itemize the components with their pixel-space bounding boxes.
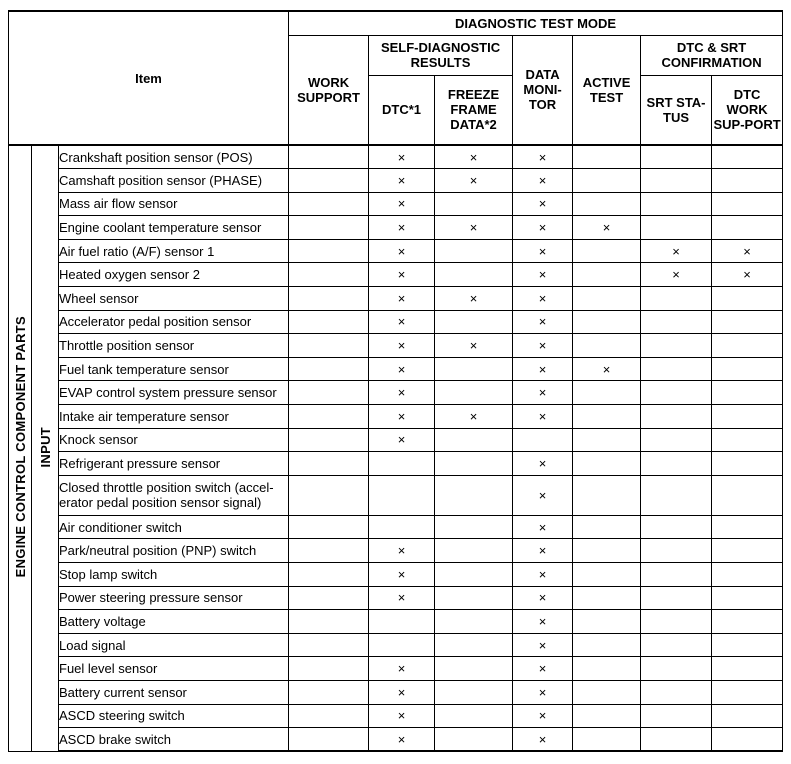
mark-cell-dtc: × [369, 586, 435, 610]
mark-cell-work-support [289, 633, 369, 657]
mark-cell-dtc-work-support [712, 169, 783, 193]
mark-cell-dtc-work-support [712, 704, 783, 728]
mark-cell-dtc-work-support [712, 334, 783, 358]
mark-cell-dtc: × [369, 704, 435, 728]
mark-cell-work-support [289, 263, 369, 287]
table-row [9, 216, 783, 240]
mark-cell-dtc-work-support [712, 145, 783, 169]
mark-cell-data-monitor: × [513, 515, 573, 539]
mark-cell-freeze-frame-data [435, 239, 513, 263]
mark-cell-active-test [573, 334, 641, 358]
mark-cell-active-test [573, 169, 641, 193]
table-row [9, 563, 783, 587]
active-test-header: ACTIVE TEST [573, 35, 641, 145]
mark-cell-dtc-work-support [712, 357, 783, 381]
mark-cell-work-support [289, 357, 369, 381]
mark-cell-work-support [289, 475, 369, 515]
mark-cell-freeze-frame-data [435, 610, 513, 634]
mark-cell-data-monitor: × [513, 405, 573, 429]
mark-cell-freeze-frame-data [435, 428, 513, 452]
mark-cell-freeze-frame-data: × [435, 145, 513, 169]
mark-cell-freeze-frame-data [435, 263, 513, 287]
mark-cell-data-monitor: × [513, 452, 573, 476]
item-name: Battery voltage [59, 610, 289, 634]
mark-cell-srt-status [641, 586, 712, 610]
mark-cell-data-monitor: × [513, 357, 573, 381]
table-row [9, 310, 783, 334]
mark-cell-freeze-frame-data: × [435, 216, 513, 240]
mark-cell-srt-status [641, 728, 712, 752]
mark-cell-active-test [573, 239, 641, 263]
table-row [9, 704, 783, 728]
table-row [9, 192, 783, 216]
mark-cell-data-monitor: × [513, 310, 573, 334]
mark-cell-work-support [289, 216, 369, 240]
mark-cell-active-test [573, 728, 641, 752]
srt-status-header: SRT STA-TUS [641, 75, 712, 145]
mark-cell-freeze-frame-data: × [435, 405, 513, 429]
mark-cell-srt-status [641, 145, 712, 169]
mark-cell-work-support [289, 192, 369, 216]
mark-cell-active-test [573, 287, 641, 311]
table-row [9, 145, 783, 169]
mark-cell-srt-status [641, 357, 712, 381]
mark-cell-srt-status [641, 610, 712, 634]
item-name: Fuel tank temperature sensor [59, 357, 289, 381]
mark-cell-active-test: × [573, 357, 641, 381]
subgroup-label-cell [32, 145, 59, 751]
mark-cell-dtc [369, 610, 435, 634]
mark-cell-srt-status [641, 657, 712, 681]
table-row [9, 405, 783, 429]
mark-cell-active-test [573, 563, 641, 587]
mark-cell-srt-status [641, 563, 712, 587]
mark-cell-freeze-frame-data [435, 452, 513, 476]
mark-cell-data-monitor: × [513, 657, 573, 681]
mark-cell-dtc-work-support [712, 381, 783, 405]
mark-cell-work-support [289, 539, 369, 563]
group-label: ENGINE CONTROL COMPONENT PARTS [12, 316, 28, 578]
table-row [9, 680, 783, 704]
mark-cell-dtc [369, 515, 435, 539]
item-name: EVAP control system pressure sensor [59, 381, 289, 405]
mark-cell-active-test [573, 633, 641, 657]
mark-cell-freeze-frame-data [435, 680, 513, 704]
mark-cell-work-support [289, 287, 369, 311]
item-name: Air fuel ratio (A/F) sensor 1 [59, 239, 289, 263]
mark-cell-data-monitor: × [513, 680, 573, 704]
mark-cell-active-test [573, 680, 641, 704]
table-row [9, 610, 783, 634]
mark-cell-work-support [289, 405, 369, 429]
mark-cell-srt-status [641, 475, 712, 515]
mark-cell-data-monitor: × [513, 239, 573, 263]
item-name: Knock sensor [59, 428, 289, 452]
item-name: Power steering pressure sensor [59, 586, 289, 610]
mark-cell-freeze-frame-data [435, 475, 513, 515]
diagnostic-mode-table [8, 10, 783, 752]
mark-cell-freeze-frame-data [435, 657, 513, 681]
mark-cell-active-test [573, 475, 641, 515]
item-name: Camshaft position sensor (PHASE) [59, 169, 289, 193]
mark-cell-freeze-frame-data [435, 310, 513, 334]
mark-cell-srt-status [641, 428, 712, 452]
item-name: Stop lamp switch [59, 563, 289, 587]
mark-cell-data-monitor: × [513, 586, 573, 610]
mark-cell-data-monitor: × [513, 539, 573, 563]
mark-cell-work-support [289, 728, 369, 752]
dtc-work-support-header: DTC WORK SUP-PORT [712, 75, 783, 145]
mark-cell-work-support [289, 586, 369, 610]
freeze-frame-data-header: FREEZE FRAME DATA*2 [435, 75, 513, 145]
mark-cell-srt-status [641, 405, 712, 429]
mark-cell-freeze-frame-data [435, 381, 513, 405]
mark-cell-freeze-frame-data [435, 357, 513, 381]
table-row [9, 475, 783, 515]
mark-cell-active-test [573, 704, 641, 728]
mark-cell-active-test [573, 610, 641, 634]
mark-cell-dtc: × [369, 216, 435, 240]
mark-cell-dtc: × [369, 239, 435, 263]
mark-cell-dtc-work-support [712, 586, 783, 610]
mark-cell-active-test [573, 381, 641, 405]
mark-cell-freeze-frame-data [435, 539, 513, 563]
mark-cell-dtc [369, 633, 435, 657]
item-name: Crankshaft position sensor (POS) [59, 145, 289, 169]
item-name: Heated oxygen sensor 2 [59, 263, 289, 287]
mark-cell-dtc: × [369, 405, 435, 429]
mark-cell-dtc-work-support [712, 192, 783, 216]
mark-cell-freeze-frame-data [435, 192, 513, 216]
mark-cell-srt-status [641, 633, 712, 657]
mark-cell-dtc: × [369, 263, 435, 287]
mark-cell-dtc: × [369, 680, 435, 704]
mark-cell-dtc: × [369, 145, 435, 169]
mark-cell-work-support [289, 428, 369, 452]
mark-cell-freeze-frame-data: × [435, 287, 513, 311]
mark-cell-freeze-frame-data [435, 728, 513, 752]
mark-cell-dtc: × [369, 563, 435, 587]
data-monitor-header: DATA MONI-TOR [513, 35, 573, 145]
mark-cell-srt-status [641, 287, 712, 311]
table-row [9, 428, 783, 452]
mark-cell-work-support [289, 169, 369, 193]
mark-cell-dtc-work-support [712, 539, 783, 563]
mark-cell-work-support [289, 657, 369, 681]
table-row [9, 169, 783, 193]
mark-cell-dtc-work-support: × [712, 263, 783, 287]
mark-cell-dtc: × [369, 539, 435, 563]
work-support-header: WORK SUPPORT [289, 35, 369, 145]
mark-cell-dtc-work-support [712, 610, 783, 634]
mark-cell-freeze-frame-data [435, 633, 513, 657]
mark-cell-work-support [289, 563, 369, 587]
mark-cell-dtc-work-support [712, 216, 783, 240]
mark-cell-work-support [289, 610, 369, 634]
mark-cell-dtc: × [369, 334, 435, 358]
mark-cell-srt-status: × [641, 239, 712, 263]
mark-cell-dtc-work-support [712, 287, 783, 311]
mark-cell-dtc-work-support [712, 633, 783, 657]
mark-cell-freeze-frame-data [435, 515, 513, 539]
mark-cell-dtc: × [369, 169, 435, 193]
mark-cell-srt-status [641, 169, 712, 193]
mark-cell-dtc: × [369, 381, 435, 405]
mark-cell-work-support [289, 310, 369, 334]
mark-cell-freeze-frame-data [435, 586, 513, 610]
subgroup-label: INPUT [37, 426, 53, 468]
mark-cell-data-monitor: × [513, 169, 573, 193]
mark-cell-data-monitor: × [513, 287, 573, 311]
mark-cell-dtc-work-support [712, 563, 783, 587]
mark-cell-data-monitor: × [513, 192, 573, 216]
mark-cell-dtc: × [369, 657, 435, 681]
mark-cell-srt-status [641, 515, 712, 539]
mark-cell-data-monitor: × [513, 633, 573, 657]
mark-cell-work-support [289, 704, 369, 728]
table-row [9, 633, 783, 657]
mark-cell-data-monitor: × [513, 563, 573, 587]
item-name: Intake air temperature sensor [59, 405, 289, 429]
mark-cell-work-support [289, 145, 369, 169]
self-diagnostic-results-header: SELF-DIAGNOSTIC RESULTS [369, 35, 513, 75]
mark-cell-active-test [573, 263, 641, 287]
item-name: Wheel sensor [59, 287, 289, 311]
item-name: Mass air flow sensor [59, 192, 289, 216]
mark-cell-work-support [289, 680, 369, 704]
mark-cell-data-monitor: × [513, 263, 573, 287]
mark-cell-srt-status [641, 334, 712, 358]
mark-cell-work-support [289, 334, 369, 358]
table-row [9, 334, 783, 358]
item-name: Throttle position sensor [59, 334, 289, 358]
mark-cell-dtc-work-support [712, 310, 783, 334]
mark-cell-dtc-work-support: × [712, 239, 783, 263]
mark-cell-srt-status [641, 539, 712, 563]
mark-cell-srt-status [641, 310, 712, 334]
diagnostic-test-mode-header: DIAGNOSTIC TEST MODE [289, 11, 783, 35]
mark-cell-dtc-work-support [712, 475, 783, 515]
mark-cell-srt-status [641, 216, 712, 240]
table-row [9, 728, 783, 752]
mark-cell-srt-status: × [641, 263, 712, 287]
table-row [9, 539, 783, 563]
mark-cell-freeze-frame-data [435, 563, 513, 587]
item-name: Closed throttle position switch (accel-erator pedal position sensor signal) [59, 475, 289, 515]
item-name: ASCD steering switch [59, 704, 289, 728]
mark-cell-dtc: × [369, 287, 435, 311]
mark-cell-dtc-work-support [712, 428, 783, 452]
mark-cell-freeze-frame-data [435, 704, 513, 728]
mark-cell-srt-status [641, 452, 712, 476]
mark-cell-dtc: × [369, 192, 435, 216]
mark-cell-work-support [289, 239, 369, 263]
mark-cell-active-test [573, 145, 641, 169]
item-name: Battery current sensor [59, 680, 289, 704]
table-row [9, 657, 783, 681]
mark-cell-active-test [573, 515, 641, 539]
item-name: Load signal [59, 633, 289, 657]
table-row [9, 357, 783, 381]
table-row [9, 515, 783, 539]
mark-cell-data-monitor: × [513, 216, 573, 240]
table-header [9, 11, 783, 145]
mark-cell-dtc-work-support [712, 657, 783, 681]
mark-cell-data-monitor: × [513, 475, 573, 515]
mark-cell-freeze-frame-data: × [435, 169, 513, 193]
mark-cell-freeze-frame-data: × [435, 334, 513, 358]
table-row [9, 586, 783, 610]
mark-cell-dtc-work-support [712, 728, 783, 752]
item-name: Engine coolant temperature sensor [59, 216, 289, 240]
item-name: Fuel level sensor [59, 657, 289, 681]
mark-cell-work-support [289, 452, 369, 476]
mark-cell-active-test [573, 428, 641, 452]
mark-cell-work-support [289, 515, 369, 539]
table-row [9, 239, 783, 263]
table-body [9, 145, 783, 751]
item-name: Accelerator pedal position sensor [59, 310, 289, 334]
mark-cell-dtc: × [369, 357, 435, 381]
item-header: Item [9, 11, 289, 145]
mark-cell-work-support [289, 381, 369, 405]
mark-cell-dtc-work-support [712, 452, 783, 476]
mark-cell-data-monitor: × [513, 334, 573, 358]
mark-cell-dtc [369, 452, 435, 476]
table-row [9, 287, 783, 311]
mark-cell-dtc: × [369, 428, 435, 452]
mark-cell-data-monitor: × [513, 381, 573, 405]
mark-cell-active-test: × [573, 216, 641, 240]
dtc-header: DTC*1 [369, 75, 435, 145]
mark-cell-data-monitor: × [513, 610, 573, 634]
mark-cell-dtc-work-support [712, 680, 783, 704]
mark-cell-data-monitor: × [513, 704, 573, 728]
item-name: Park/neutral position (PNP) switch [59, 539, 289, 563]
table-row [9, 263, 783, 287]
item-name: Air conditioner switch [59, 515, 289, 539]
mark-cell-active-test [573, 192, 641, 216]
mark-cell-active-test [573, 405, 641, 429]
dtc-srt-confirmation-header: DTC & SRT CONFIRMATION [641, 35, 783, 75]
mark-cell-active-test [573, 539, 641, 563]
item-name: Refrigerant pressure sensor [59, 452, 289, 476]
mark-cell-srt-status [641, 680, 712, 704]
mark-cell-active-test [573, 310, 641, 334]
item-name: ASCD brake switch [59, 728, 289, 752]
table-row [9, 452, 783, 476]
mark-cell-data-monitor: × [513, 145, 573, 169]
mark-cell-data-monitor [513, 428, 573, 452]
mark-cell-dtc: × [369, 728, 435, 752]
mark-cell-dtc: × [369, 310, 435, 334]
mark-cell-srt-status [641, 704, 712, 728]
mark-cell-srt-status [641, 192, 712, 216]
group-label-cell [9, 145, 32, 751]
mark-cell-dtc-work-support [712, 515, 783, 539]
mark-cell-srt-status [641, 381, 712, 405]
mark-cell-data-monitor: × [513, 728, 573, 752]
mark-cell-active-test [573, 586, 641, 610]
mark-cell-dtc-work-support [712, 405, 783, 429]
mark-cell-dtc [369, 475, 435, 515]
table-row [9, 381, 783, 405]
mark-cell-active-test [573, 452, 641, 476]
mark-cell-active-test [573, 657, 641, 681]
